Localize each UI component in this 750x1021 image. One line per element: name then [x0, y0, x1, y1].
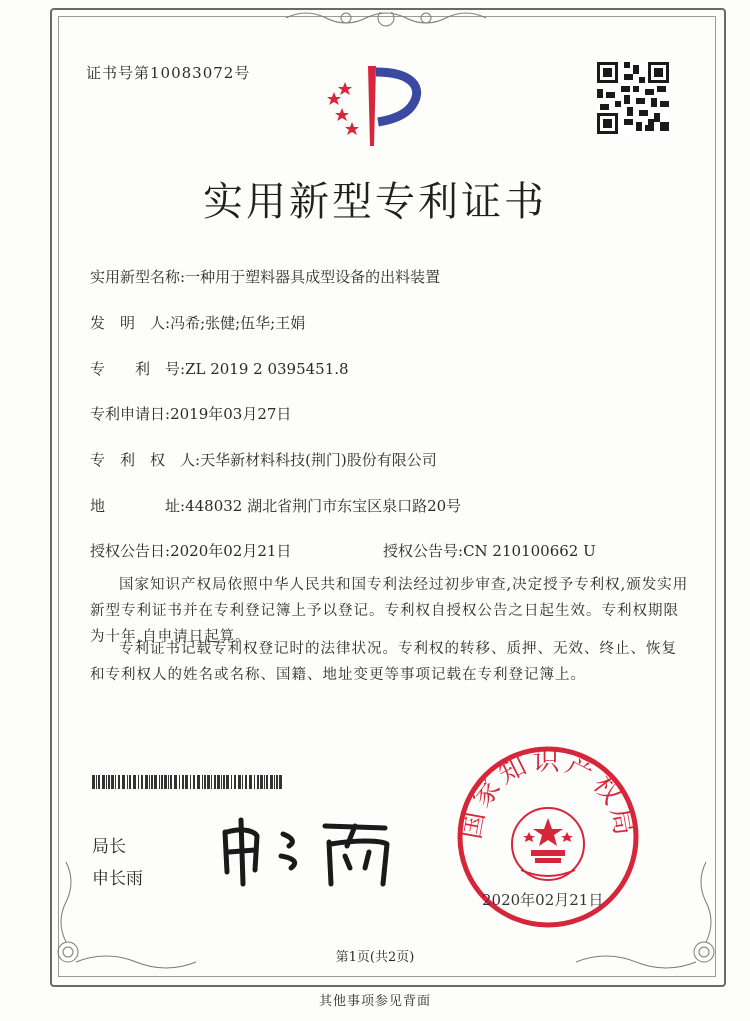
- patentee-row: [90, 449, 437, 470]
- signatory-title: 局长: [92, 837, 126, 857]
- patent-number-label: 专 利 号:: [90, 360, 186, 378]
- footer-note: 其他事项参见背面: [318, 994, 431, 1009]
- seal-date: 2020年02月21日: [482, 891, 604, 909]
- page-indicator: 第1页(共2页): [335, 950, 415, 965]
- cnipa-logo-icon: [318, 58, 428, 148]
- barcode-icon: [92, 775, 282, 789]
- model-name-label: 实用新型名称:: [90, 268, 186, 286]
- page-title: 实用新型专利证书: [203, 179, 547, 225]
- filing-date-value: 2019年03月27日: [170, 405, 292, 423]
- seal-text: 国家知识产权局: [455, 745, 641, 842]
- patent-number-value: ZL 2019 2 0395451.8: [185, 360, 349, 378]
- inventors-row: [90, 312, 305, 333]
- grant-date-row: [90, 540, 291, 561]
- grant-date-value: 2020年02月21日: [170, 542, 292, 560]
- inventors-label: 发 明 人:: [90, 314, 171, 332]
- filing-date-label: 专利申请日:: [90, 405, 171, 423]
- director-signature: [205, 812, 405, 892]
- grant-number-value: CN 210100662 U: [463, 542, 596, 560]
- inventors-value: 冯希;张健;伍华;王娟: [170, 314, 306, 332]
- certificate-number: 证书号第10083072号: [86, 64, 251, 82]
- patentee-label: 专 利 权 人:: [90, 451, 201, 469]
- filing-date-row: [90, 403, 291, 424]
- patentee-value: 天华新材料科技(荆门)股份有限公司: [200, 451, 437, 469]
- qr-code-icon: [597, 62, 669, 134]
- grant-number-row: [383, 540, 596, 561]
- grant-statement: 国家知识产权局依照中华人民共和国专利法经过初步审查,决定授予专利权,颁发实用新型专利证书并在专利登记簿上予以登记。专利权自授权公告之日起生效。专利权期限为十年,自申请日起算。: [90, 577, 689, 645]
- address-label: 地 址:: [90, 497, 186, 515]
- address-row: [90, 495, 461, 516]
- grant-number-label: 授权公告号:: [383, 542, 464, 560]
- model-name-row: [90, 266, 440, 287]
- address-value: 448032 湖北省荆门市东宝区泉口路20号: [185, 497, 462, 515]
- legal-status-note: 专利证书记载专利权登记时的法律状况。专利权的转移、质押、无效、终止、恢复和专利权人的姓名或名称、国籍、地址变更等事项记载在专利登记簿上。: [90, 641, 677, 683]
- signatory-name: 申长雨: [92, 869, 143, 889]
- patent-number-row: [90, 358, 349, 379]
- grant-date-label: 授权公告日:: [90, 542, 171, 560]
- model-name-value: 一种用于塑料器具成型设备的出料装置: [185, 268, 441, 286]
